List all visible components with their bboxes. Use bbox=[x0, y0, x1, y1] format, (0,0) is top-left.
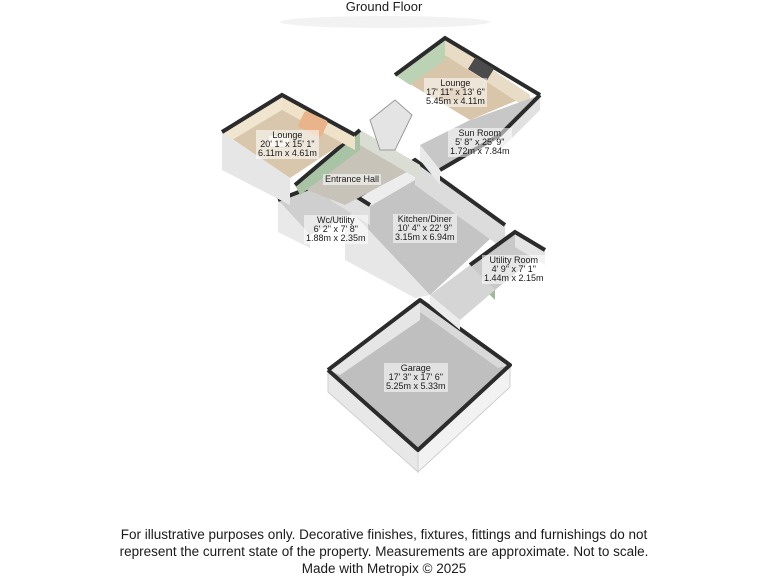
disclaimer-line-2: represent the current state of the property. Measurements are approximate. Not to scale. bbox=[119, 544, 649, 559]
room-metric: 3.15m x 6.94m bbox=[395, 232, 455, 242]
room-imperial: 5' 8" x 25' 9" bbox=[455, 137, 505, 147]
room-metric: 5.25m x 5.33m bbox=[386, 381, 446, 391]
room-name: Lounge bbox=[440, 78, 471, 88]
room-metric: 1.72m x 7.84m bbox=[450, 146, 510, 156]
room-label-wc-utility bbox=[304, 215, 368, 244]
room-imperial: 10' 4" x 22' 9" bbox=[397, 223, 452, 233]
room-imperial: 4' 9" x 7' 1" bbox=[491, 264, 536, 274]
room-name: Lounge bbox=[272, 130, 303, 140]
room-name: Kitchen/Diner bbox=[397, 214, 452, 224]
room-name: Wc/Utility bbox=[317, 215, 355, 225]
room-imperial: 6' 2" x 7' 8" bbox=[313, 224, 358, 234]
room-label-kitchen-diner bbox=[393, 214, 457, 243]
floor-title: Ground Floor bbox=[345, 0, 423, 14]
room-label-lounge-right bbox=[424, 78, 487, 107]
room-label-entrance-hall bbox=[323, 174, 381, 185]
room-name: Garage bbox=[400, 363, 431, 373]
room-name: Entrance Hall bbox=[325, 174, 380, 184]
room-imperial: 17' 11" x 13' 6" bbox=[426, 87, 485, 97]
room-imperial: 20' 1" x 15' 1" bbox=[260, 139, 315, 149]
room-metric: 1.88m x 2.35m bbox=[306, 233, 366, 243]
room-imperial: 17' 3" x 17' 6" bbox=[388, 372, 443, 382]
room-metric: 6.11m x 4.61m bbox=[258, 148, 317, 158]
credit-line: Made with Metropix © 2025 bbox=[301, 561, 467, 576]
room-metric: 1.44m x 2.15m bbox=[484, 273, 544, 283]
room-label-lounge-left bbox=[256, 130, 319, 159]
room-metric: 5.45m x 4.11m bbox=[426, 96, 485, 106]
disclaimer bbox=[0, 526, 768, 577]
title-shadow bbox=[280, 16, 490, 28]
room-label-garage bbox=[384, 363, 448, 392]
room-label-utility-room bbox=[482, 255, 546, 284]
disclaimer-line-1: For illustrative purposes only. Decorative finishes, fixtures, fittings and furnishings do not bbox=[120, 527, 648, 542]
room-label-sun-room bbox=[448, 128, 512, 157]
room-name: Sun Room bbox=[458, 128, 502, 138]
room-name: Utility Room bbox=[489, 255, 539, 265]
